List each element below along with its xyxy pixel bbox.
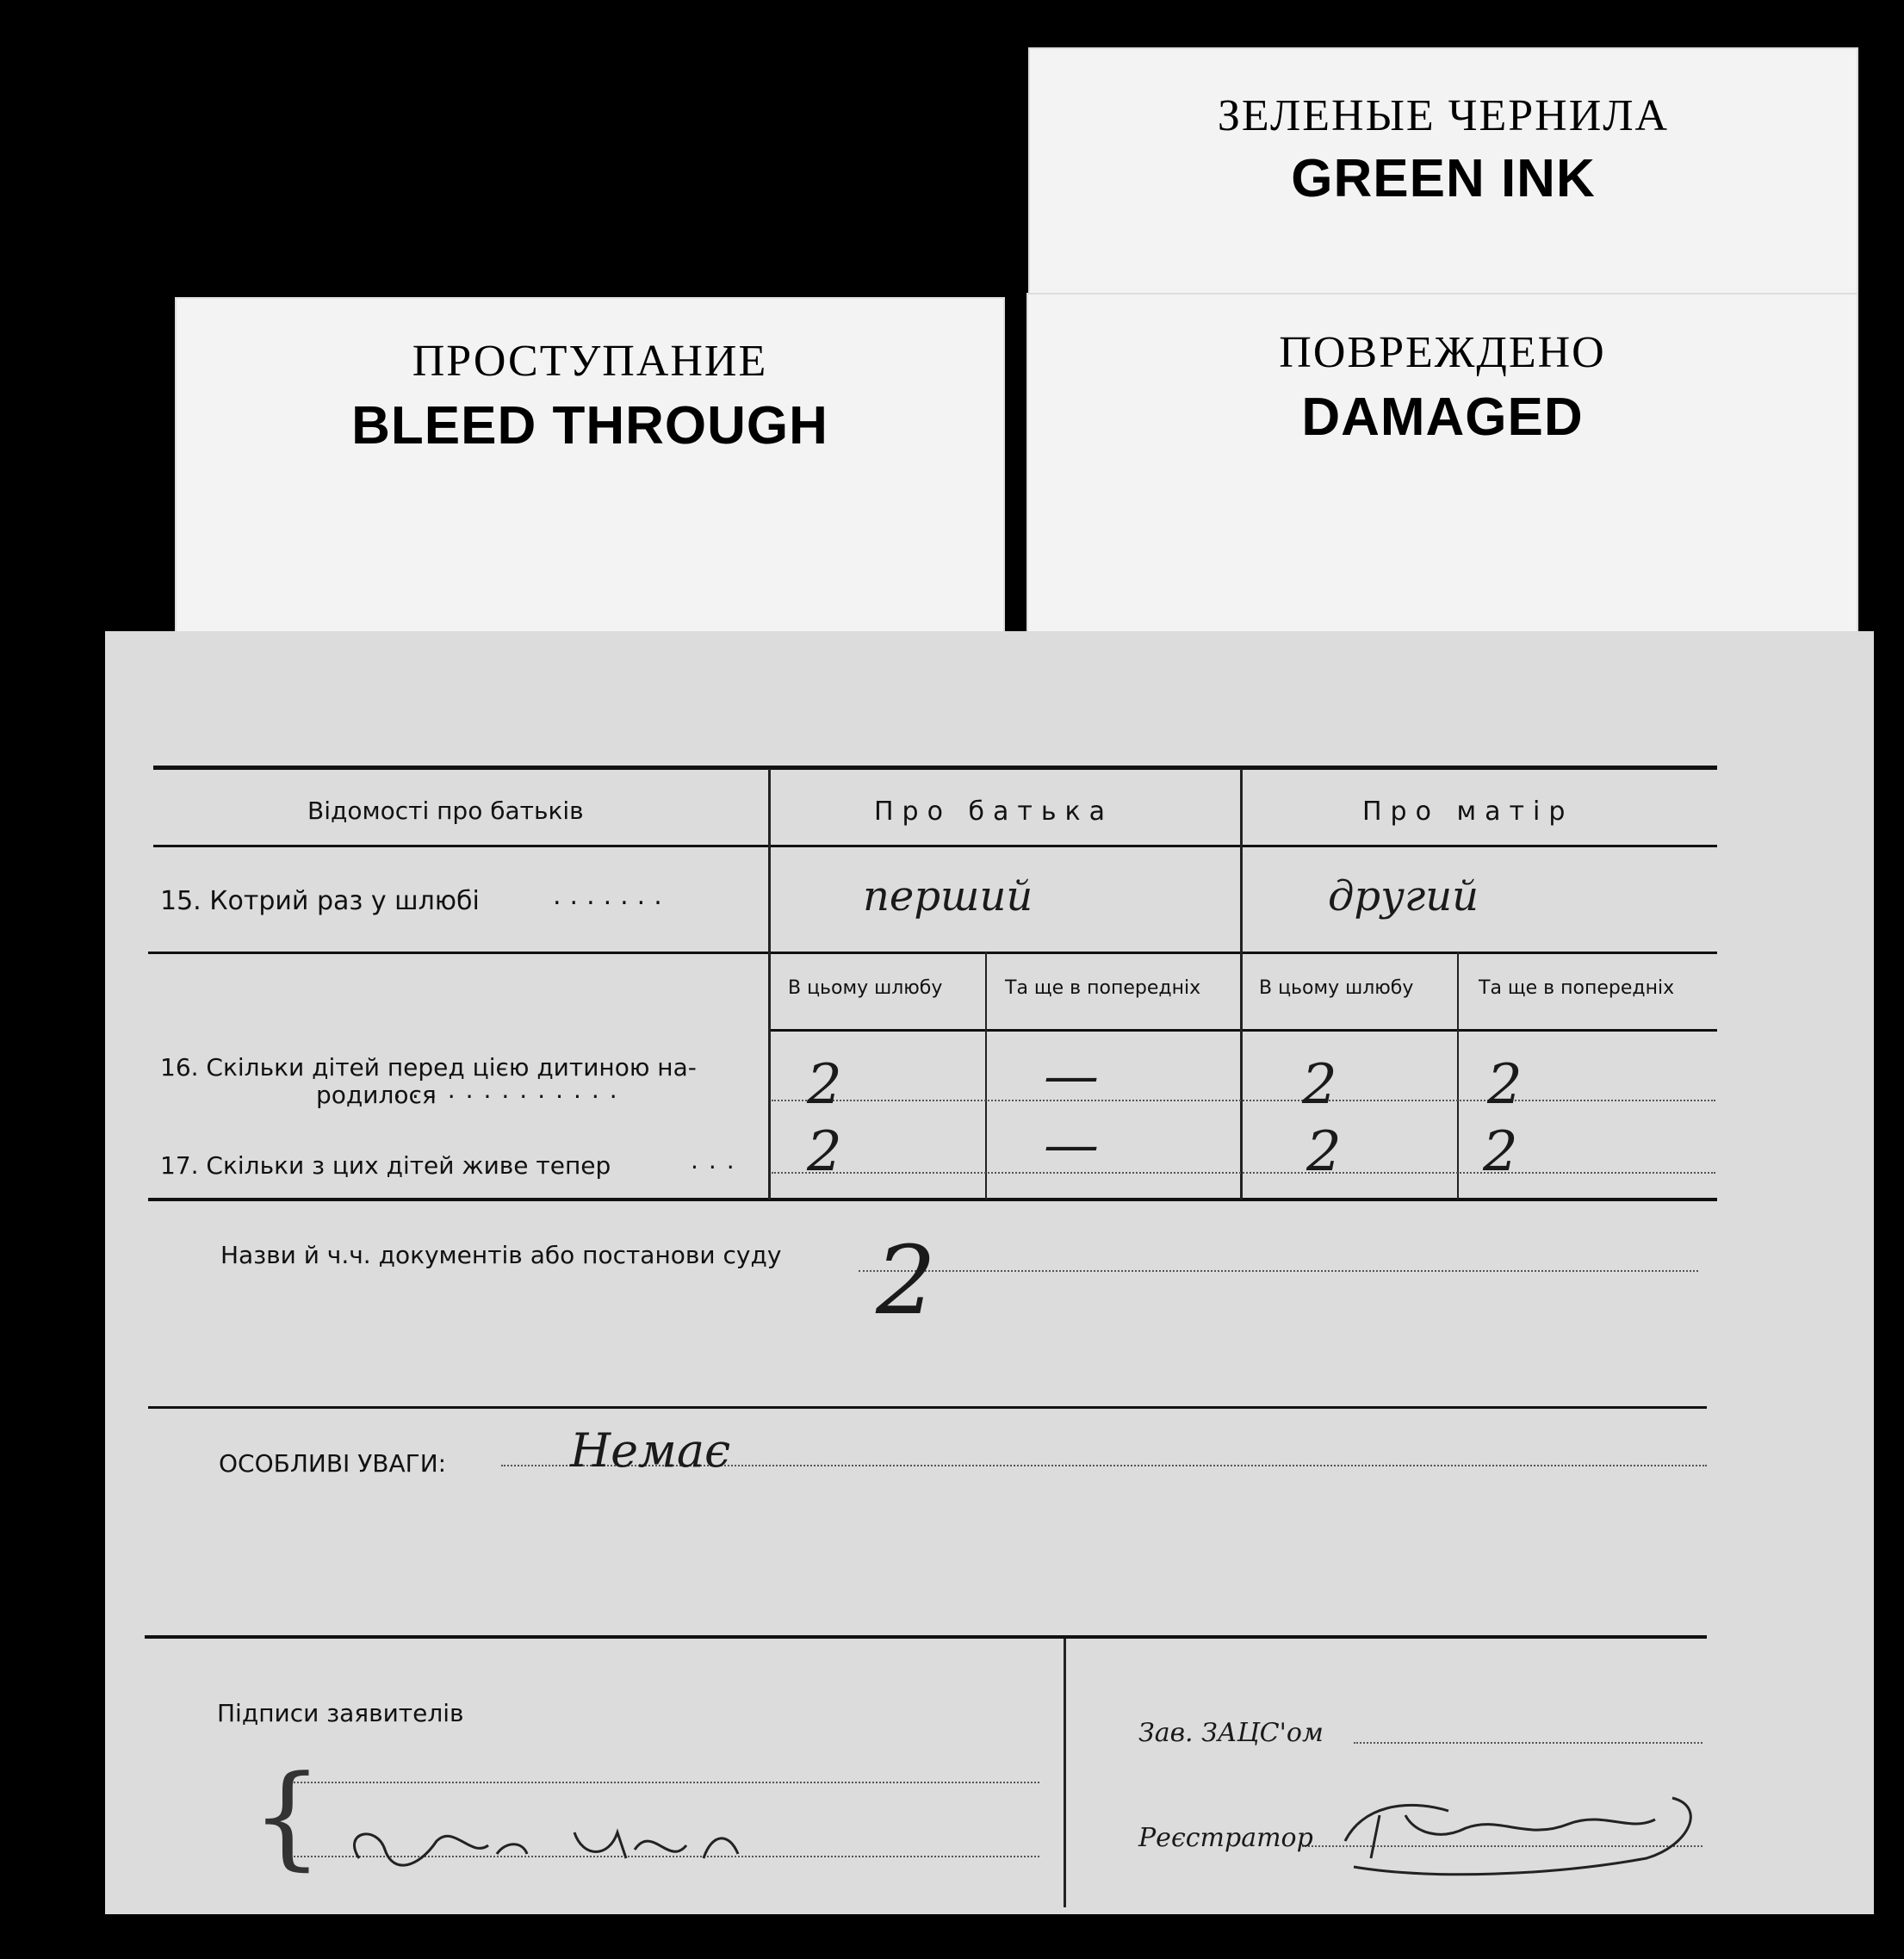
damaged-en: DAMAGED <box>1301 387 1584 447</box>
col-rule-1 <box>768 769 771 1200</box>
header-father: Про батька <box>874 797 1114 827</box>
rule-documents <box>148 1406 1707 1409</box>
col-rule-3 <box>1240 769 1243 1200</box>
documents-guide <box>859 1270 1698 1272</box>
damaged-card <box>1026 293 1858 637</box>
bleed-through-ru: ПРОСТУПАНИЕ <box>412 337 768 386</box>
registrar-label: Реєстратор <box>1138 1823 1313 1853</box>
row15-label: 15. Котрий раз у шлюбі <box>160 886 480 916</box>
head-label: Зав. ЗАЦС'ом <box>1138 1718 1324 1748</box>
row16-mother-previous: 2 <box>1487 1053 1523 1117</box>
green-ink-ru: ЗЕЛЕНЫЕ ЧЕРНИЛА <box>1217 91 1670 140</box>
row16-guide <box>772 1100 1715 1101</box>
head-guide <box>1354 1742 1702 1744</box>
registrar-signature <box>1328 1781 1741 1893</box>
row16-label-line1: 16. Скільки дітей перед цією дитиною на- <box>160 1053 697 1082</box>
damaged-ru: ПОВРЕЖДЕНО <box>1279 328 1606 377</box>
bleed-through-en: BLEED THROUGH <box>351 396 828 456</box>
documents-label: Назви й ч.ч. документів або постанови суду <box>220 1241 782 1269</box>
subheader-father-previous: Та ще в попередніх <box>1005 977 1201 999</box>
applicant-signature <box>325 1807 824 1884</box>
row17-mother-this: 2 <box>1306 1120 1342 1184</box>
rule-row17 <box>148 1198 1717 1201</box>
rule-subheader <box>768 1029 1717 1032</box>
rule-top <box>153 766 1717 770</box>
rule-remarks <box>145 1635 1707 1639</box>
row16-mother-this: 2 <box>1302 1053 1337 1117</box>
row16-leader: ............. <box>394 1076 628 1104</box>
row17-label: 17. Скільки з цих дітей живе тепер <box>160 1151 611 1180</box>
rule-header <box>153 845 1717 847</box>
remarks-value: Немає <box>570 1423 731 1478</box>
row17-leader: ... <box>691 1146 745 1175</box>
row17-guide <box>772 1172 1715 1174</box>
header-mother: Про матір <box>1362 797 1574 827</box>
col-rule-signatures <box>1064 1639 1066 1907</box>
row17-father-previous: — <box>1044 1113 1099 1177</box>
remarks-label: ОСОБЛИВІ УВАГИ: <box>219 1449 447 1478</box>
row17-father-this: 2 <box>807 1120 842 1184</box>
col-rule-4 <box>1457 952 1459 1200</box>
signatures-brace: { <box>251 1751 323 1882</box>
green-ink-en: GREEN INK <box>1291 149 1596 208</box>
green-ink-card <box>1028 47 1858 310</box>
row15-father-value: перший <box>863 872 1033 921</box>
subheader-mother-this: В цьому шлюбу <box>1259 977 1414 999</box>
bleed-through-card <box>175 297 1005 637</box>
row17-mother-previous: 2 <box>1483 1120 1518 1184</box>
subheader-father-this: В цьому шлюбу <box>788 977 943 999</box>
header-parents: Відомості про батьків <box>307 797 584 825</box>
subheader-mother-previous: Та ще в попередніх <box>1479 977 1675 999</box>
documents-value: 2 <box>876 1225 936 1336</box>
signatures-label: Підписи заявителів <box>217 1699 464 1727</box>
record-form <box>105 631 1874 1914</box>
row16-father-previous: — <box>1044 1045 1099 1108</box>
row16-father-this: 2 <box>807 1053 842 1117</box>
rule-row15 <box>148 952 1717 954</box>
row15-leader: ....... <box>553 881 671 911</box>
signature-guide-1 <box>290 1782 1039 1783</box>
row16-label-line2: родилося <box>316 1081 437 1109</box>
col-rule-2 <box>985 952 987 1200</box>
row15-mother-value: другий <box>1328 872 1479 921</box>
